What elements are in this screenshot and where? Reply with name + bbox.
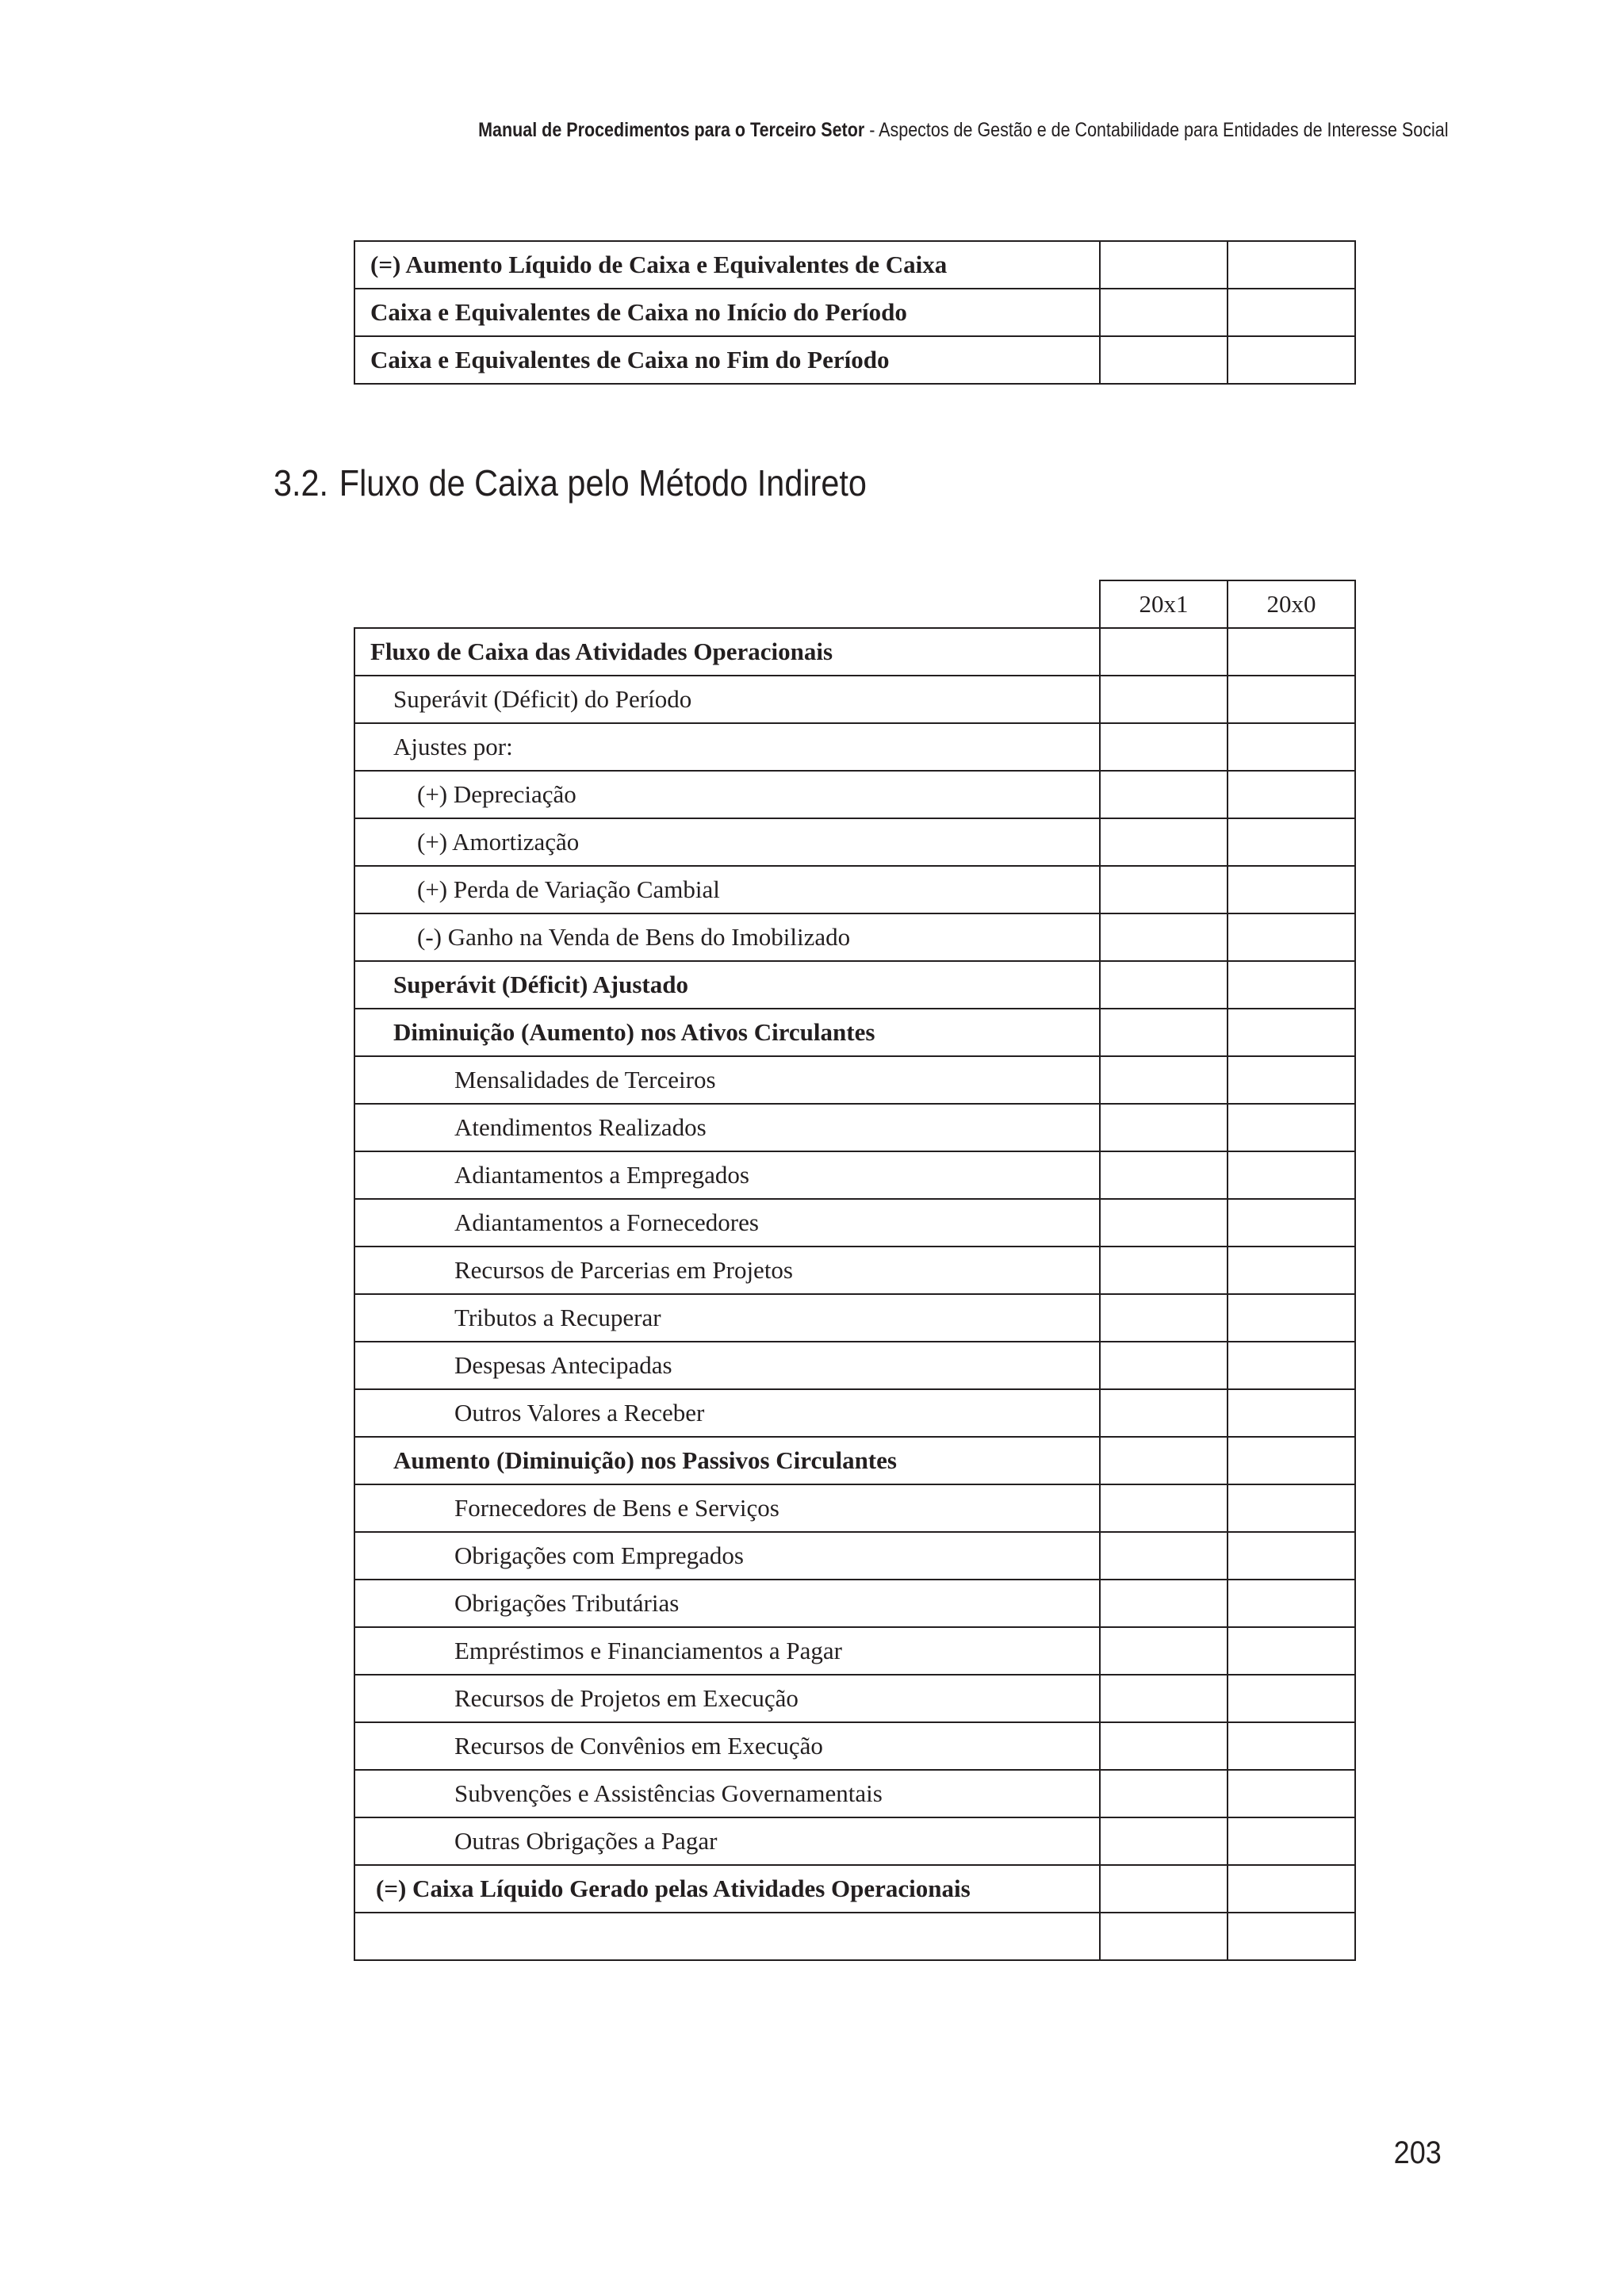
value-cell-20x1 (1100, 1342, 1228, 1389)
value-cell-20x0 (1228, 723, 1355, 771)
table-row (354, 961, 1355, 1009)
value-cell-20x0 (1228, 1199, 1355, 1247)
value-cell-20x1 (1100, 1009, 1228, 1056)
header-subtitle: Aspectos de Gestão e de Contabilidade para Entidades de Interesse Social (878, 119, 1448, 141)
row-label: Empréstimos e Financiamentos a Pagar (354, 1627, 1100, 1675)
table-row (354, 1294, 1355, 1342)
value-cell-20x1 (1100, 818, 1228, 866)
value-cell-20x1 (1100, 1913, 1228, 1960)
row-label (354, 1913, 1100, 1960)
table-row (354, 1865, 1355, 1913)
row-label: (+) Depreciação (354, 771, 1100, 818)
value-cell-20x1 (1100, 1627, 1228, 1675)
value-cell-20x1 (1100, 913, 1228, 961)
value-cell-20x0 (1228, 289, 1355, 336)
indirect-cash-flow-table (354, 580, 1356, 1961)
value-cell-20x1 (1100, 241, 1228, 289)
value-cell-20x0 (1228, 1151, 1355, 1199)
table-header-row (354, 580, 1355, 628)
table-row (354, 1580, 1355, 1627)
section-number: 3.2. (274, 462, 329, 504)
value-cell-20x0 (1228, 1247, 1355, 1294)
value-cell-20x1 (1100, 289, 1228, 336)
value-cell-20x0 (1228, 1770, 1355, 1817)
value-cell-20x0 (1228, 866, 1355, 913)
table-row (354, 1770, 1355, 1817)
value-cell-20x1 (1100, 1580, 1228, 1627)
row-label: (+) Amortização (354, 818, 1100, 866)
table-row (354, 1722, 1355, 1770)
table-row (354, 913, 1355, 961)
value-cell-20x0 (1228, 1580, 1355, 1627)
value-cell-20x0 (1228, 1294, 1355, 1342)
value-cell-20x1 (1100, 628, 1228, 676)
value-cell-20x1 (1100, 1770, 1228, 1817)
row-label: Recursos de Convênios em Execução (354, 1722, 1100, 1770)
value-cell-20x1 (1100, 1247, 1228, 1294)
row-label: Tributos a Recuperar (354, 1294, 1100, 1342)
row-label: (+) Perda de Variação Cambial (354, 866, 1100, 913)
row-label: Obrigações com Empregados (354, 1532, 1100, 1580)
row-label: Obrigações Tributárias (354, 1580, 1100, 1627)
table-row (354, 818, 1355, 866)
value-cell-20x0 (1228, 1865, 1355, 1913)
value-cell-20x0 (1228, 1532, 1355, 1580)
value-cell-20x1 (1100, 1199, 1228, 1247)
row-label: Fluxo de Caixa das Atividades Operacionais (354, 628, 1100, 676)
table-row (354, 289, 1355, 336)
row-label: Adiantamentos a Empregados (354, 1151, 1100, 1199)
value-cell-20x0 (1228, 1342, 1355, 1389)
value-cell-20x0 (1228, 1437, 1355, 1484)
table-row (354, 628, 1355, 676)
row-label: Caixa e Equivalentes de Caixa no Início do Período (354, 289, 1100, 336)
table-row (354, 1342, 1355, 1389)
value-cell-20x0 (1228, 676, 1355, 723)
row-label: Recursos de Projetos em Execução (354, 1675, 1100, 1722)
row-label: (=) Aumento Líquido de Caixa e Equivalentes de Caixa (354, 241, 1100, 289)
row-label: Caixa e Equivalentes de Caixa no Fim do Período (354, 336, 1100, 384)
column-header-20x0: 20x0 (1228, 580, 1355, 628)
header-title: Manual de Procedimentos para o Terceiro Setor (477, 119, 864, 141)
table-row (354, 1437, 1355, 1484)
value-cell-20x1 (1100, 1389, 1228, 1437)
row-label: (-) Ganho na Venda de Bens do Imobilizado (354, 913, 1100, 961)
running-header (478, 119, 1448, 142)
row-label: Atendimentos Realizados (354, 1104, 1100, 1151)
table-row (354, 1151, 1355, 1199)
table-row (354, 1056, 1355, 1104)
value-cell-20x1 (1100, 1722, 1228, 1770)
value-cell-20x1 (1100, 1294, 1228, 1342)
page-number: 203 (1393, 2135, 1442, 2170)
value-cell-20x0 (1228, 1722, 1355, 1770)
value-cell-20x1 (1100, 771, 1228, 818)
value-cell-20x0 (1228, 336, 1355, 384)
value-cell-20x0 (1228, 628, 1355, 676)
table-row (354, 1389, 1355, 1437)
row-label: Adiantamentos a Fornecedores (354, 1199, 1100, 1247)
table-row (354, 676, 1355, 723)
row-label: (=) Caixa Líquido Gerado pelas Atividades Operacionais (354, 1865, 1100, 1913)
value-cell-20x1 (1100, 676, 1228, 723)
value-cell-20x0 (1228, 1104, 1355, 1151)
table-row (354, 1627, 1355, 1675)
header-separator: - (864, 119, 879, 141)
row-label: Despesas Antecipadas (354, 1342, 1100, 1389)
table-row (354, 1484, 1355, 1532)
row-label: Superávit (Déficit) do Período (354, 676, 1100, 723)
value-cell-20x1 (1100, 866, 1228, 913)
row-label: Subvenções e Assistências Governamentais (354, 1770, 1100, 1817)
value-cell-20x1 (1100, 1484, 1228, 1532)
value-cell-20x1 (1100, 1437, 1228, 1484)
summary-table (354, 240, 1356, 385)
row-label: Outros Valores a Receber (354, 1389, 1100, 1437)
value-cell-20x0 (1228, 1627, 1355, 1675)
value-cell-20x1 (1100, 1865, 1228, 1913)
value-cell-20x0 (1228, 961, 1355, 1009)
value-cell-20x0 (1228, 1817, 1355, 1865)
table-row (354, 1247, 1355, 1294)
value-cell-20x1 (1100, 961, 1228, 1009)
row-label: Recursos de Parcerias em Projetos (354, 1247, 1100, 1294)
table-row (354, 1199, 1355, 1247)
value-cell-20x1 (1100, 1104, 1228, 1151)
row-label: Fornecedores de Bens e Serviços (354, 1484, 1100, 1532)
table-row (354, 336, 1355, 384)
table-row (354, 771, 1355, 818)
value-cell-20x0 (1228, 818, 1355, 866)
value-cell-20x0 (1228, 241, 1355, 289)
value-cell-20x0 (1228, 1056, 1355, 1104)
value-cell-20x1 (1100, 336, 1228, 384)
table-row (354, 241, 1355, 289)
value-cell-20x0 (1228, 1484, 1355, 1532)
value-cell-20x1 (1100, 1532, 1228, 1580)
row-label: Diminuição (Aumento) nos Ativos Circulantes (354, 1009, 1100, 1056)
value-cell-20x0 (1228, 1389, 1355, 1437)
section-title: Fluxo de Caixa pelo Método Indireto (339, 462, 867, 504)
table-row (354, 1675, 1355, 1722)
row-label: Mensalidades de Terceiros (354, 1056, 1100, 1104)
row-label: Superávit (Déficit) Ajustado (354, 961, 1100, 1009)
value-cell-20x0 (1228, 1675, 1355, 1722)
table-row (354, 1009, 1355, 1056)
row-label: Outras Obrigações a Pagar (354, 1817, 1100, 1865)
value-cell-20x0 (1228, 771, 1355, 818)
table-row (354, 866, 1355, 913)
value-cell-20x0 (1228, 1009, 1355, 1056)
value-cell-20x1 (1100, 1151, 1228, 1199)
value-cell-20x1 (1100, 1056, 1228, 1104)
header-blank-cell (354, 580, 1100, 628)
value-cell-20x0 (1228, 1913, 1355, 1960)
section-heading (274, 461, 867, 504)
value-cell-20x0 (1228, 913, 1355, 961)
value-cell-20x1 (1100, 723, 1228, 771)
table-row (354, 1104, 1355, 1151)
table-row (354, 723, 1355, 771)
table-row (354, 1817, 1355, 1865)
value-cell-20x1 (1100, 1675, 1228, 1722)
row-label: Aumento (Diminuição) nos Passivos Circulantes (354, 1437, 1100, 1484)
table-row (354, 1532, 1355, 1580)
column-header-20x1: 20x1 (1100, 580, 1228, 628)
value-cell-20x1 (1100, 1817, 1228, 1865)
row-label: Ajustes por: (354, 723, 1100, 771)
table-row (354, 1913, 1355, 1960)
